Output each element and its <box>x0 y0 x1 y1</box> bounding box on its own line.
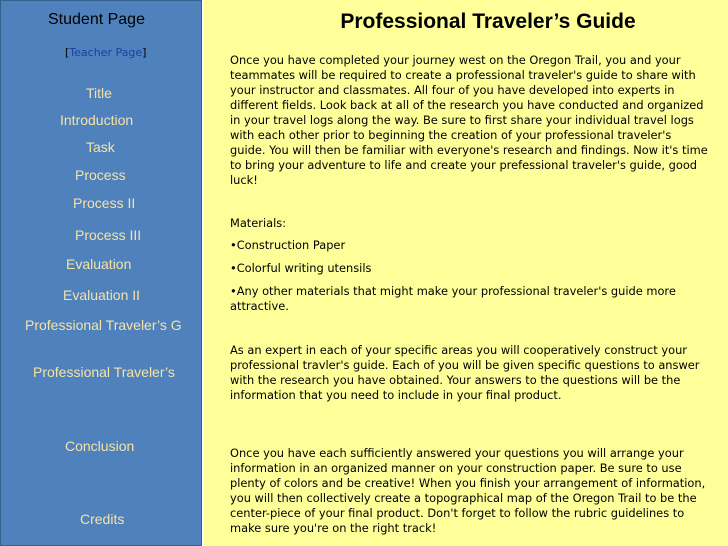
materials-heading: Materials: <box>230 216 287 230</box>
nav-process[interactable]: Process <box>75 167 126 183</box>
expert-paragraph: As an expert in each of your specific areas you will cooperatively construct your professional travler's guide. Each of you will be given specific questions to answer with the research you have obtained. Your answers to the questions will be the information that you need to include in your final product. <box>230 343 700 402</box>
nav-process-2[interactable]: Process II <box>73 195 136 211</box>
nav-professional-travelers-guide-2[interactable]: Professional Traveler’s <box>33 364 175 380</box>
nav-credits[interactable]: Credits <box>80 511 125 527</box>
nav-title[interactable]: Title <box>86 85 112 101</box>
guide-title: Professional Traveler’s Guide <box>340 10 636 33</box>
nav-conclusion[interactable]: Conclusion <box>65 438 135 454</box>
content-panel <box>204 0 728 546</box>
materials-item-paper: •Construction Paper <box>230 238 346 252</box>
nav-task[interactable]: Task <box>86 139 115 155</box>
nav-process-3[interactable]: Process III <box>75 227 142 243</box>
bracket-close: ] <box>142 46 147 59</box>
nav-introduction[interactable]: Introduction <box>60 112 134 128</box>
nav-professional-travelers-guide[interactable]: Professional Traveler’s G <box>25 317 182 333</box>
intro-paragraph: Once you have completed your journey west on the Oregon Trail, you and your teammates will be required to create a professional traveler's guide to share with your instructor and classmates. All four of you have developed into experts in different fields. Look back at all of the research you have conducted and organized in your travel logs along the way. Be sure to first share your individual travel logs with each other prior to beginning the creation of your professional traveler's guide. You will then be familiar with everyone's research and findings. Now it's time to bring your adventure to life and create your prefessional traveler's guide, good luck! <box>230 53 708 187</box>
final-paragraph: Once you have each sufficiently answered your questions you will arrange your information in an organized manner on your construction paper. Be sure to use plenty of colors and be creative! When you finish your arrangement of information, you will then collectively create a topographical map of the Oregon Trail to be the center-piece of your final product. Don't forget to follow the rubric guidelines to make sure you're on the right track! <box>230 446 706 535</box>
teacher-page-link[interactable]: Teacher Page <box>69 46 143 59</box>
materials-item-utensils: •Colorful writing utensils <box>230 261 372 275</box>
page-title-student: Student Page <box>48 11 145 28</box>
nav-evaluation-2[interactable]: Evaluation II <box>63 287 141 303</box>
materials-item-other: •Any other materials that might make your professional traveler's guide more attractive. <box>230 284 676 313</box>
nav-evaluation[interactable]: Evaluation <box>66 256 132 272</box>
teacher-page-link-wrap <box>65 46 146 59</box>
bracket-open: [ <box>65 46 70 59</box>
sidebar <box>0 0 202 546</box>
